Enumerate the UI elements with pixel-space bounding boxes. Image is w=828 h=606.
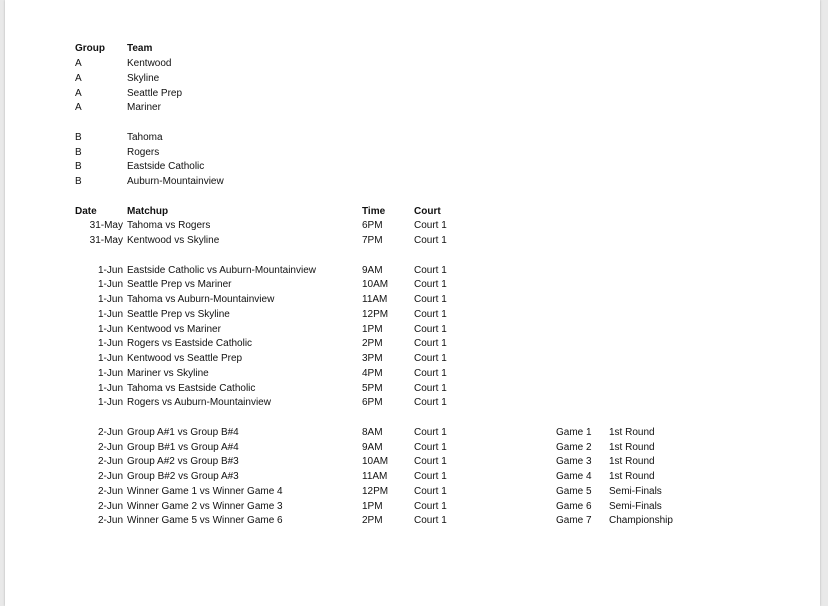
date-cell: 1-Jun [97,383,123,394]
court-cell: Court 1 [414,427,447,438]
team-cell: Rogers [127,147,160,158]
date-cell: 1-Jun [97,397,123,408]
court-cell: Court 1 [414,486,447,497]
matchup-cell: Rogers vs Eastside Catholic [127,338,253,349]
date-cell: 1-Jun [97,324,123,335]
team-header: Team [127,43,153,54]
game-cell: Game 1 [556,427,592,438]
date-cell: 1-Jun [97,309,123,320]
group-header: Group [75,43,105,54]
game-cell: Game 4 [556,471,592,482]
time-cell: 5PM [362,383,383,394]
time-cell: 12PM [362,309,389,320]
matchup-cell: Rogers vs Auburn-Mountainview [127,397,271,408]
team-cell: Kentwood [127,58,172,69]
date-cell: 1-Jun [97,279,123,290]
court-cell: Court 1 [414,383,447,394]
matchup-cell: Eastside Catholic vs Auburn-Mountainview [127,265,316,276]
team-cell: Skyline [127,73,160,84]
time-cell: 1PM [362,501,383,512]
court-cell: Court 1 [414,397,447,408]
matchup-cell: Group B#2 vs Group A#3 [127,471,239,482]
team-cell: Seattle Prep [127,88,183,99]
date-cell: 31-May [89,235,123,246]
time-cell: 9AM [362,442,383,453]
date-cell: 2-Jun [97,456,123,467]
matchup-cell: Kentwood vs Skyline [127,235,220,246]
court-cell: Court 1 [414,515,447,526]
group-cell: B [75,176,82,187]
team-cell: Eastside Catholic [127,161,205,172]
game-cell: Game 6 [556,501,592,512]
matchup-cell: Tahoma vs Auburn-Mountainview [127,294,275,305]
date-cell: 1-Jun [97,368,123,379]
date-cell: 1-Jun [97,353,123,364]
round-cell: 1st Round [609,456,655,467]
court-cell: Court 1 [414,279,447,290]
time-header: Time [362,206,386,217]
date-cell: 2-Jun [97,515,123,526]
date-cell: 31-May [89,220,123,231]
round-cell: Semi-Finals [609,486,662,497]
time-cell: 6PM [362,220,383,231]
group-cell: B [75,132,82,143]
court-cell: Court 1 [414,368,447,379]
round-cell: 1st Round [609,427,655,438]
date-cell: 2-Jun [97,486,123,497]
team-cell: Auburn-Mountainview [127,176,224,187]
court-cell: Court 1 [414,338,447,349]
game-cell: Game 3 [556,456,592,467]
court-cell: Court 1 [414,294,447,305]
matchup-cell: Tahoma vs Eastside Catholic [127,383,256,394]
time-cell: 11AM [362,471,388,482]
time-cell: 9AM [362,265,383,276]
time-cell: 6PM [362,397,383,408]
time-cell: 10AM [362,279,389,290]
time-cell: 8AM [362,427,383,438]
group-cell: A [75,102,82,113]
matchup-cell: Group A#2 vs Group B#3 [127,456,239,467]
game-cell: Game 7 [556,515,592,526]
matchup-cell: Group B#1 vs Group A#4 [127,442,239,453]
document-page [5,0,820,606]
time-cell: 2PM [362,515,383,526]
matchup-cell: Kentwood vs Mariner [127,324,221,335]
court-cell: Court 1 [414,471,447,482]
group-cell: B [75,147,82,158]
court-cell: Court 1 [414,220,447,231]
group-cell: A [75,58,82,69]
date-header: Date [75,206,97,217]
date-cell: 2-Jun [97,471,123,482]
matchup-header: Matchup [127,206,169,217]
date-cell: 1-Jun [97,338,123,349]
date-cell: 1-Jun [97,294,123,305]
matchup-cell: Seattle Prep vs Skyline [127,309,230,320]
matchup-cell: Kentwood vs Seattle Prep [127,353,243,364]
round-cell: 1st Round [609,442,655,453]
team-cell: Tahoma [127,132,163,143]
matchup-cell: Winner Game 5 vs Winner Game 6 [127,515,283,526]
team-cell: Mariner [127,102,161,113]
court-cell: Court 1 [414,309,447,320]
court-cell: Court 1 [414,442,447,453]
group-cell: B [75,161,82,172]
matchup-cell: Tahoma vs Rogers [127,220,211,231]
time-cell: 3PM [362,353,383,364]
matchup-cell: Winner Game 1 vs Winner Game 4 [127,486,283,497]
court-cell: Court 1 [414,324,447,335]
round-cell: Semi-Finals [609,501,662,512]
court-cell: Court 1 [414,353,447,364]
matchup-cell: Seattle Prep vs Mariner [127,279,232,290]
time-cell: 12PM [362,486,389,497]
matchup-cell: Winner Game 2 vs Winner Game 3 [127,501,283,512]
round-cell: 1st Round [609,471,655,482]
court-cell: Court 1 [414,235,447,246]
date-cell: 2-Jun [97,501,123,512]
time-cell: 2PM [362,338,383,349]
time-cell: 4PM [362,368,383,379]
group-cell: A [75,88,82,99]
court-header: Court [414,206,441,217]
time-cell: 10AM [362,456,389,467]
game-cell: Game 5 [556,486,592,497]
time-cell: 1PM [362,324,383,335]
date-cell: 2-Jun [97,427,123,438]
court-cell: Court 1 [414,456,447,467]
round-cell: Championship [609,515,673,526]
group-cell: A [75,73,82,84]
date-cell: 1-Jun [97,265,123,276]
court-cell: Court 1 [414,501,447,512]
date-cell: 2-Jun [97,442,123,453]
matchup-cell: Group A#1 vs Group B#4 [127,427,239,438]
time-cell: 11AM [362,294,388,305]
game-cell: Game 2 [556,442,592,453]
time-cell: 7PM [362,235,383,246]
court-cell: Court 1 [414,265,447,276]
matchup-cell: Mariner vs Skyline [127,368,209,379]
